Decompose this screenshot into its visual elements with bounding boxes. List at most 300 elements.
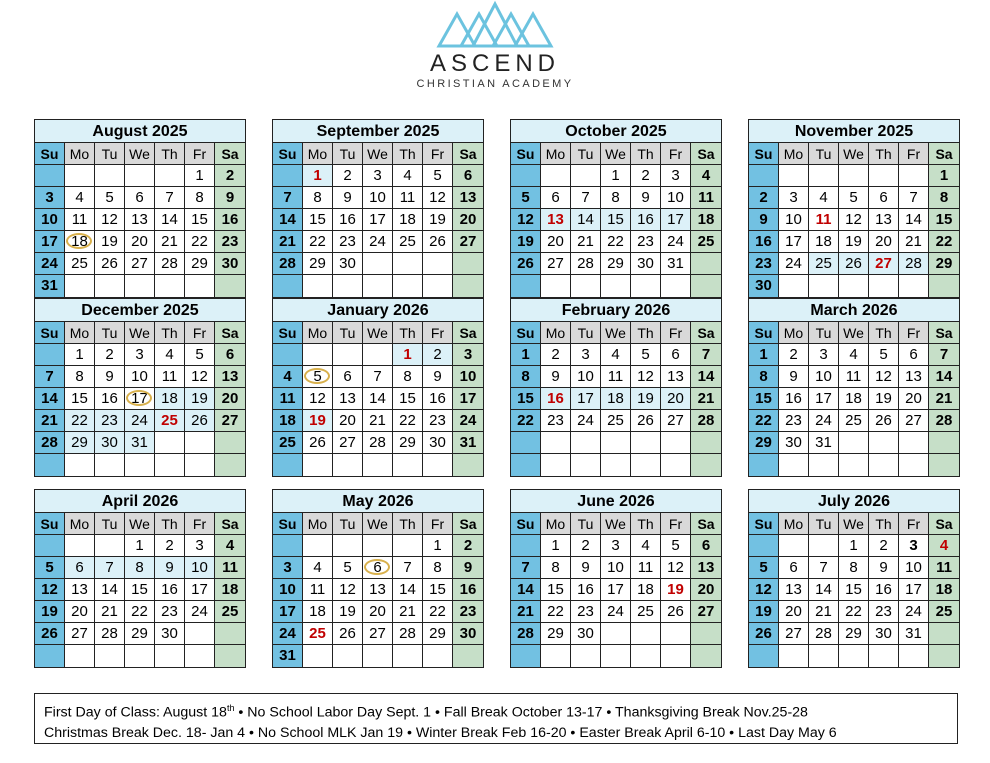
- empty-day-cell: [453, 645, 483, 667]
- empty-day-cell: [899, 432, 929, 454]
- day-cell: 1: [749, 344, 779, 366]
- empty-day-cell: [571, 432, 601, 454]
- day-cell: 27: [899, 410, 929, 432]
- day-cell: 6: [125, 187, 155, 209]
- day-cell: 17: [661, 209, 691, 231]
- empty-day-cell: [273, 535, 303, 557]
- empty-day-cell: [839, 165, 869, 187]
- weekday-header: Mo: [65, 513, 95, 535]
- empty-day-cell: [363, 275, 393, 297]
- empty-day-cell: [215, 432, 245, 454]
- empty-day-cell: [363, 535, 393, 557]
- day-cell: 24: [273, 623, 303, 645]
- day-cell: 21: [35, 410, 65, 432]
- day-cell: 15: [839, 579, 869, 601]
- day-cell: 11: [273, 388, 303, 410]
- empty-day-cell: [809, 454, 839, 476]
- day-cell: 30: [869, 623, 899, 645]
- weekday-header: Tu: [95, 322, 125, 344]
- empty-day-cell: [809, 645, 839, 667]
- day-cell: 18: [601, 388, 631, 410]
- day-cell: 16: [779, 388, 809, 410]
- day-cell: 8: [749, 366, 779, 388]
- day-cell: 30: [423, 432, 453, 454]
- weekday-header: We: [839, 513, 869, 535]
- empty-day-cell: [601, 623, 631, 645]
- weekday-header: Th: [155, 143, 185, 165]
- empty-day-cell: [779, 535, 809, 557]
- day-cell: 16: [155, 579, 185, 601]
- day-cell: 1: [393, 344, 423, 366]
- day-cell: 25: [809, 253, 839, 275]
- day-cell: 25: [601, 410, 631, 432]
- day-cell: 23: [631, 231, 661, 253]
- day-cell: 24: [35, 253, 65, 275]
- day-cell: 17: [125, 388, 155, 410]
- day-cell: 10: [601, 557, 631, 579]
- empty-day-cell: [363, 253, 393, 275]
- empty-day-cell: [571, 165, 601, 187]
- empty-day-cell: [303, 645, 333, 667]
- weekday-header: Fr: [185, 322, 215, 344]
- day-cell: 19: [511, 231, 541, 253]
- month-days-grid: [273, 322, 483, 476]
- weekday-header: Fr: [423, 513, 453, 535]
- day-cell: 2: [423, 344, 453, 366]
- day-cell: 6: [215, 344, 245, 366]
- weekday-header: Su: [35, 143, 65, 165]
- empty-day-cell: [899, 645, 929, 667]
- day-cell: 20: [899, 388, 929, 410]
- day-cell: 4: [809, 187, 839, 209]
- empty-day-cell: [453, 454, 483, 476]
- day-cell: 20: [869, 231, 899, 253]
- day-cell: 29: [929, 253, 959, 275]
- empty-day-cell: [393, 275, 423, 297]
- day-cell: 31: [661, 253, 691, 275]
- empty-day-cell: [691, 432, 721, 454]
- day-cell: 9: [423, 366, 453, 388]
- day-cell: 12: [185, 366, 215, 388]
- day-cell: 26: [333, 623, 363, 645]
- day-cell: 25: [155, 410, 185, 432]
- weekday-header: Sa: [215, 322, 245, 344]
- day-cell: 19: [631, 388, 661, 410]
- day-cell: 24: [185, 601, 215, 623]
- weekday-header: Th: [869, 322, 899, 344]
- day-cell: 10: [899, 557, 929, 579]
- day-cell: 16: [453, 579, 483, 601]
- weekday-header: Fr: [423, 322, 453, 344]
- day-cell: 14: [691, 366, 721, 388]
- weekday-header: Th: [393, 513, 423, 535]
- empty-day-cell: [303, 275, 333, 297]
- empty-day-cell: [303, 344, 333, 366]
- empty-day-cell: [35, 344, 65, 366]
- day-cell: 19: [303, 410, 333, 432]
- day-cell: 22: [125, 601, 155, 623]
- empty-day-cell: [95, 535, 125, 557]
- day-cell: 24: [809, 410, 839, 432]
- day-cell: 14: [899, 209, 929, 231]
- day-cell: 8: [393, 366, 423, 388]
- empty-day-cell: [393, 454, 423, 476]
- empty-day-cell: [35, 645, 65, 667]
- month-days-grid: [35, 143, 245, 297]
- weekday-header: We: [839, 143, 869, 165]
- empty-day-cell: [155, 165, 185, 187]
- month-days-grid: [35, 322, 245, 476]
- day-cell: 21: [273, 231, 303, 253]
- day-cell: 10: [571, 366, 601, 388]
- day-cell: 14: [809, 579, 839, 601]
- weekday-header: We: [601, 513, 631, 535]
- day-cell: 3: [125, 344, 155, 366]
- empty-day-cell: [571, 454, 601, 476]
- day-cell: 4: [393, 165, 423, 187]
- empty-day-cell: [929, 454, 959, 476]
- day-cell: 24: [899, 601, 929, 623]
- day-cell: 5: [35, 557, 65, 579]
- month-calendar: [34, 298, 246, 477]
- day-cell: 29: [303, 253, 333, 275]
- day-cell: 15: [65, 388, 95, 410]
- month-days-grid: [511, 143, 721, 297]
- day-cell: 22: [601, 231, 631, 253]
- day-cell: 7: [809, 557, 839, 579]
- day-cell: 2: [333, 165, 363, 187]
- weekday-header: Sa: [929, 322, 959, 344]
- weekday-header: Su: [749, 143, 779, 165]
- day-cell: 19: [661, 579, 691, 601]
- day-cell: 16: [541, 388, 571, 410]
- empty-day-cell: [155, 432, 185, 454]
- weekday-header: Fr: [661, 513, 691, 535]
- empty-day-cell: [661, 645, 691, 667]
- empty-day-cell: [779, 275, 809, 297]
- day-cell: 12: [661, 557, 691, 579]
- day-cell: 4: [303, 557, 333, 579]
- empty-day-cell: [869, 454, 899, 476]
- day-cell: 2: [631, 165, 661, 187]
- day-cell: 24: [661, 231, 691, 253]
- day-cell: 30: [215, 253, 245, 275]
- day-cell: 12: [749, 579, 779, 601]
- day-cell: 3: [899, 535, 929, 557]
- day-cell: 22: [423, 601, 453, 623]
- day-cell: 22: [65, 410, 95, 432]
- day-cell: 20: [363, 601, 393, 623]
- empty-day-cell: [185, 275, 215, 297]
- day-cell: 18: [691, 209, 721, 231]
- day-cell: 19: [869, 388, 899, 410]
- day-cell: 15: [393, 388, 423, 410]
- day-cell: 2: [215, 165, 245, 187]
- day-cell: 12: [35, 579, 65, 601]
- day-cell: 28: [363, 432, 393, 454]
- weekday-header: Sa: [929, 143, 959, 165]
- empty-day-cell: [95, 645, 125, 667]
- day-cell: 17: [809, 388, 839, 410]
- day-cell: 5: [869, 344, 899, 366]
- day-cell: 23: [869, 601, 899, 623]
- day-cell: 29: [839, 623, 869, 645]
- day-cell: 6: [453, 165, 483, 187]
- empty-day-cell: [899, 165, 929, 187]
- day-cell: 6: [541, 187, 571, 209]
- day-cell: 26: [95, 253, 125, 275]
- empty-day-cell: [929, 275, 959, 297]
- day-cell: 17: [273, 601, 303, 623]
- day-cell: 31: [453, 432, 483, 454]
- month-days-grid: [749, 322, 959, 476]
- month-calendar: [34, 119, 246, 298]
- day-cell: 30: [749, 275, 779, 297]
- day-cell: 18: [215, 579, 245, 601]
- day-cell: 22: [839, 601, 869, 623]
- day-cell: 11: [303, 579, 333, 601]
- day-cell: 10: [809, 366, 839, 388]
- day-cell: 9: [333, 187, 363, 209]
- weekday-header: Mo: [303, 143, 333, 165]
- day-cell: 22: [303, 231, 333, 253]
- weekday-header: Tu: [571, 322, 601, 344]
- empty-day-cell: [899, 454, 929, 476]
- empty-day-cell: [303, 535, 333, 557]
- day-cell: 22: [749, 410, 779, 432]
- empty-day-cell: [839, 432, 869, 454]
- day-cell: 11: [155, 366, 185, 388]
- day-cell: 6: [691, 535, 721, 557]
- day-cell: 9: [95, 366, 125, 388]
- day-cell: 13: [215, 366, 245, 388]
- day-cell: 7: [363, 366, 393, 388]
- month-title: September 2025: [273, 120, 483, 143]
- weekday-header: Mo: [303, 322, 333, 344]
- day-cell: 28: [511, 623, 541, 645]
- day-cell: 24: [453, 410, 483, 432]
- day-cell: 22: [541, 601, 571, 623]
- day-cell: 9: [453, 557, 483, 579]
- day-cell: 29: [749, 432, 779, 454]
- day-cell: 24: [125, 410, 155, 432]
- weekday-header: We: [125, 143, 155, 165]
- day-cell: 10: [453, 366, 483, 388]
- day-cell: 9: [631, 187, 661, 209]
- empty-day-cell: [65, 454, 95, 476]
- empty-day-cell: [661, 623, 691, 645]
- weekday-header: Fr: [899, 513, 929, 535]
- empty-day-cell: [631, 645, 661, 667]
- weekday-header: Su: [749, 513, 779, 535]
- weekday-header: Mo: [541, 143, 571, 165]
- empty-day-cell: [601, 454, 631, 476]
- empty-day-cell: [453, 253, 483, 275]
- empty-day-cell: [215, 623, 245, 645]
- empty-day-cell: [511, 454, 541, 476]
- empty-day-cell: [273, 344, 303, 366]
- day-cell: 11: [601, 366, 631, 388]
- empty-day-cell: [333, 344, 363, 366]
- day-cell: 23: [333, 231, 363, 253]
- day-cell: 28: [929, 410, 959, 432]
- empty-day-cell: [333, 645, 363, 667]
- day-cell: 7: [95, 557, 125, 579]
- month-title: November 2025: [749, 120, 959, 143]
- day-cell: 14: [273, 209, 303, 231]
- month-days-grid: [511, 322, 721, 476]
- empty-day-cell: [363, 645, 393, 667]
- day-cell: 9: [571, 557, 601, 579]
- weekday-header: Th: [631, 322, 661, 344]
- weekday-header: Sa: [453, 513, 483, 535]
- empty-day-cell: [65, 535, 95, 557]
- weekday-header: Th: [869, 143, 899, 165]
- day-cell: 27: [661, 410, 691, 432]
- academy-logo: [395, 0, 595, 100]
- day-cell: 15: [185, 209, 215, 231]
- empty-day-cell: [661, 454, 691, 476]
- day-cell: 11: [809, 209, 839, 231]
- empty-day-cell: [125, 645, 155, 667]
- day-cell: 16: [95, 388, 125, 410]
- weekday-header: Tu: [95, 143, 125, 165]
- weekday-header: Fr: [661, 143, 691, 165]
- weekday-header: Th: [869, 513, 899, 535]
- weekday-header: Fr: [661, 322, 691, 344]
- month-title: February 2026: [511, 299, 721, 322]
- day-cell: 18: [839, 388, 869, 410]
- empty-day-cell: [541, 275, 571, 297]
- empty-day-cell: [333, 454, 363, 476]
- day-cell: 17: [363, 209, 393, 231]
- weekday-header: Su: [511, 513, 541, 535]
- day-cell: 5: [511, 187, 541, 209]
- empty-day-cell: [869, 275, 899, 297]
- day-cell: 27: [65, 623, 95, 645]
- empty-day-cell: [809, 275, 839, 297]
- weekday-header: We: [125, 322, 155, 344]
- day-cell: 3: [453, 344, 483, 366]
- day-cell: 30: [779, 432, 809, 454]
- day-cell: 8: [839, 557, 869, 579]
- day-cell: 28: [95, 623, 125, 645]
- empty-day-cell: [185, 645, 215, 667]
- day-cell: 25: [273, 432, 303, 454]
- day-cell: 11: [631, 557, 661, 579]
- day-cell: 19: [423, 209, 453, 231]
- day-cell: 22: [929, 231, 959, 253]
- weekday-header: Sa: [453, 322, 483, 344]
- day-cell: 13: [65, 579, 95, 601]
- weekday-header: Mo: [65, 322, 95, 344]
- empty-day-cell: [155, 645, 185, 667]
- weekday-header: Su: [511, 322, 541, 344]
- day-cell: 26: [661, 601, 691, 623]
- empty-day-cell: [215, 454, 245, 476]
- empty-day-cell: [809, 165, 839, 187]
- day-cell: 29: [601, 253, 631, 275]
- day-cell: 25: [303, 623, 333, 645]
- empty-day-cell: [899, 275, 929, 297]
- empty-day-cell: [869, 645, 899, 667]
- day-cell: 25: [65, 253, 95, 275]
- weekday-header: Th: [631, 513, 661, 535]
- day-cell: 3: [363, 165, 393, 187]
- day-cell: 21: [691, 388, 721, 410]
- weekday-header: Fr: [185, 143, 215, 165]
- day-cell: 14: [571, 209, 601, 231]
- empty-day-cell: [303, 454, 333, 476]
- day-cell: 23: [571, 601, 601, 623]
- weekday-header: Su: [273, 513, 303, 535]
- empty-day-cell: [929, 623, 959, 645]
- empty-day-cell: [95, 165, 125, 187]
- notes-line-1-rest: • No School Labor Day Sept. 1 • Fall Break October 13-17 • Thanksgiving Break Nov.25-28: [234, 704, 808, 721]
- empty-day-cell: [691, 253, 721, 275]
- day-cell: 19: [839, 231, 869, 253]
- day-cell: 14: [95, 579, 125, 601]
- day-cell: 6: [661, 344, 691, 366]
- day-cell: 28: [809, 623, 839, 645]
- day-cell: 5: [839, 187, 869, 209]
- day-cell: 2: [869, 535, 899, 557]
- empty-day-cell: [631, 454, 661, 476]
- day-cell: 7: [929, 344, 959, 366]
- day-cell: 21: [363, 410, 393, 432]
- month-calendar: [748, 119, 960, 298]
- empty-day-cell: [185, 454, 215, 476]
- empty-day-cell: [155, 275, 185, 297]
- empty-day-cell: [333, 275, 363, 297]
- day-cell: 27: [125, 253, 155, 275]
- day-cell: 8: [125, 557, 155, 579]
- day-cell: 13: [541, 209, 571, 231]
- empty-day-cell: [839, 645, 869, 667]
- day-cell: 27: [333, 432, 363, 454]
- day-cell: 2: [95, 344, 125, 366]
- empty-day-cell: [273, 454, 303, 476]
- day-cell: 1: [125, 535, 155, 557]
- weekday-header: Sa: [929, 513, 959, 535]
- empty-day-cell: [929, 645, 959, 667]
- weekday-header: Sa: [215, 143, 245, 165]
- empty-day-cell: [393, 535, 423, 557]
- day-cell: 12: [333, 579, 363, 601]
- empty-day-cell: [631, 623, 661, 645]
- day-cell: 21: [511, 601, 541, 623]
- day-cell: 9: [155, 557, 185, 579]
- day-cell: 24: [601, 601, 631, 623]
- weekday-header: Sa: [691, 513, 721, 535]
- weekday-header: Tu: [809, 322, 839, 344]
- day-cell: 24: [779, 253, 809, 275]
- empty-day-cell: [363, 454, 393, 476]
- day-cell: 18: [631, 579, 661, 601]
- month-calendar: [34, 489, 246, 668]
- day-cell: 7: [899, 187, 929, 209]
- month-calendar: [510, 489, 722, 668]
- empty-day-cell: [601, 275, 631, 297]
- day-cell: 11: [691, 187, 721, 209]
- day-cell: 1: [511, 344, 541, 366]
- day-cell: 20: [333, 410, 363, 432]
- day-cell: 26: [631, 410, 661, 432]
- day-cell: 25: [839, 410, 869, 432]
- day-cell: 25: [691, 231, 721, 253]
- day-cell: 21: [393, 601, 423, 623]
- day-cell: 16: [869, 579, 899, 601]
